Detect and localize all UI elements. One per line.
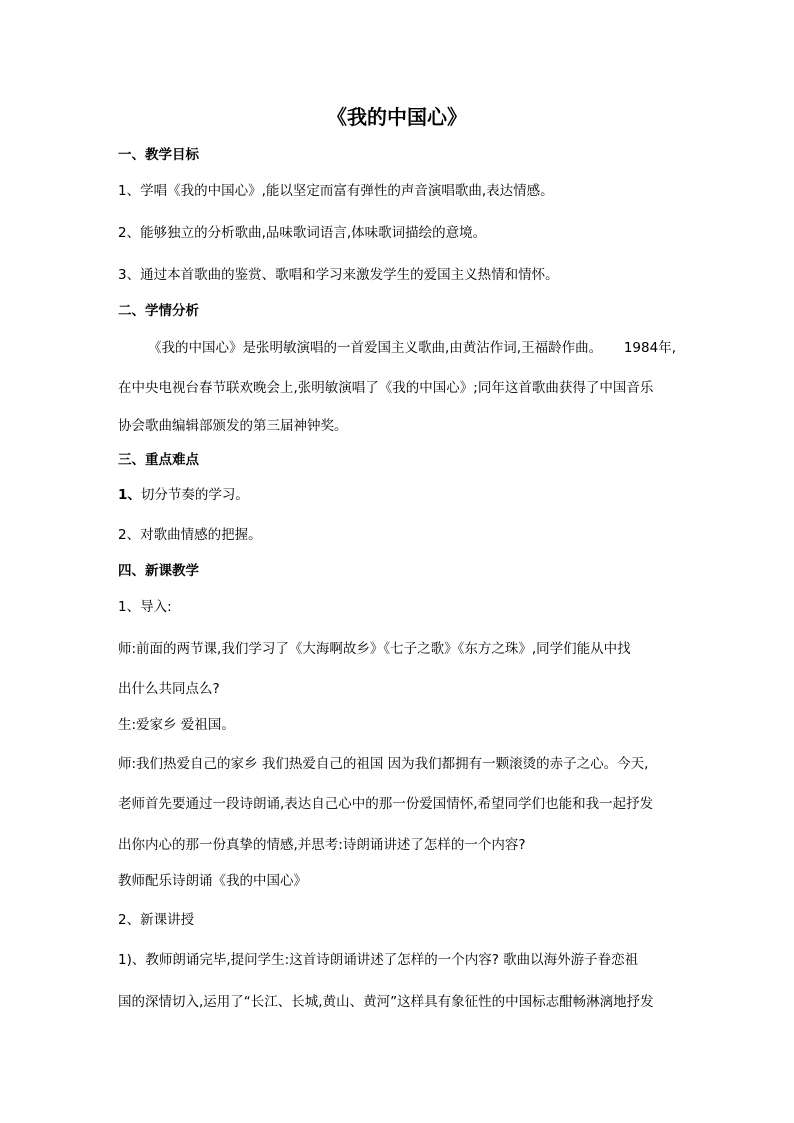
analysis-paragraph-line-2: 在中央电视台春节联欢晚会上,张明敏演唱了《我的中国心》;同年这首歌曲获得了中国音乐 [118, 380, 654, 396]
section-heading-goals: 一、教学目标 [118, 147, 199, 163]
student-line: 生:爱家乡 爱祖国。 [118, 717, 235, 733]
teacher-line-2b: 老师首先要通过一段诗朗诵,表达自己心中的那一份爱国情怀,希望同学们也能和我一起抒发 [118, 796, 654, 812]
teacher-recitation-line: 教师配乐诗朗诵《我的中国心》 [118, 873, 307, 889]
lesson-paragraph-line-2: 国的深情切入,运用了“长江、长城,黄山、黄河”这样具有象征性的中国标志酣畅淋漓地抒发 [118, 994, 654, 1010]
analysis-paragraph-line-3: 协会歌曲编辑部颁发的第三届神钟奖。 [118, 418, 348, 434]
goal-item-3: 3、通过本首歌曲的鉴赏、歌唱和学习来激发学生的爱国主义热情和情怀。 [118, 267, 559, 283]
teacher-line-2c: 出你内心的那一份真挚的情感,并思考:诗朗诵讲述了怎样的一个内容? [118, 837, 526, 853]
analysis-paragraph-line-1 [148, 338, 676, 358]
teacher-line-2a: 师:我们热爱自己的家乡 我们热爱自己的祖国 因为我们都拥有一颗滚烫的赤子之心。今天, [118, 756, 649, 772]
section-heading-newlesson: 四、新课教学 [118, 563, 199, 579]
teacher-line-1a: 师:前面的两节课,我们学习了《大海啊故乡》《七子之歌》《东方之珠》,同学们能从中找 [118, 641, 631, 657]
keypoint-item-1-number: 1、 [118, 487, 141, 503]
keypoint-item-2: 2、对歌曲情感的把握。 [118, 527, 262, 543]
lesson-paragraph-line-1: 1)、教师朗诵完毕,提问学生:这首诗朗诵讲述了怎样的一个内容? 歌曲以海外游子眷恋祖 [118, 952, 639, 968]
goal-item-1: 1、学唱《我的中国心》,能以坚定而富有弹性的声音演唱歌曲,表达情感。 [118, 183, 554, 199]
analysis-year: 1984年, [623, 340, 676, 356]
goal-item-2: 2、能够独立的分析歌曲,品味歌词语言,体味歌词描绘的意境。 [118, 225, 487, 241]
subsection-intro: 1、导入: [118, 599, 172, 615]
section-heading-analysis: 二、学情分析 [118, 303, 199, 319]
keypoint-item-1-text: 切分节奏的学习。 [140, 487, 249, 503]
analysis-text: 《我的中国心》是张明敏演唱的一首爱国主义歌曲,由黄沾作词,王福龄作曲。 [148, 340, 603, 356]
keypoint-item-1 [118, 485, 249, 505]
teacher-line-1b: 出什么共同点么? [118, 681, 220, 697]
section-heading-keypoints: 三、重点难点 [118, 452, 199, 468]
document-title: 《我的中国心》 [327, 105, 467, 129]
subsection-new-lesson: 2、新课讲授 [118, 912, 195, 928]
